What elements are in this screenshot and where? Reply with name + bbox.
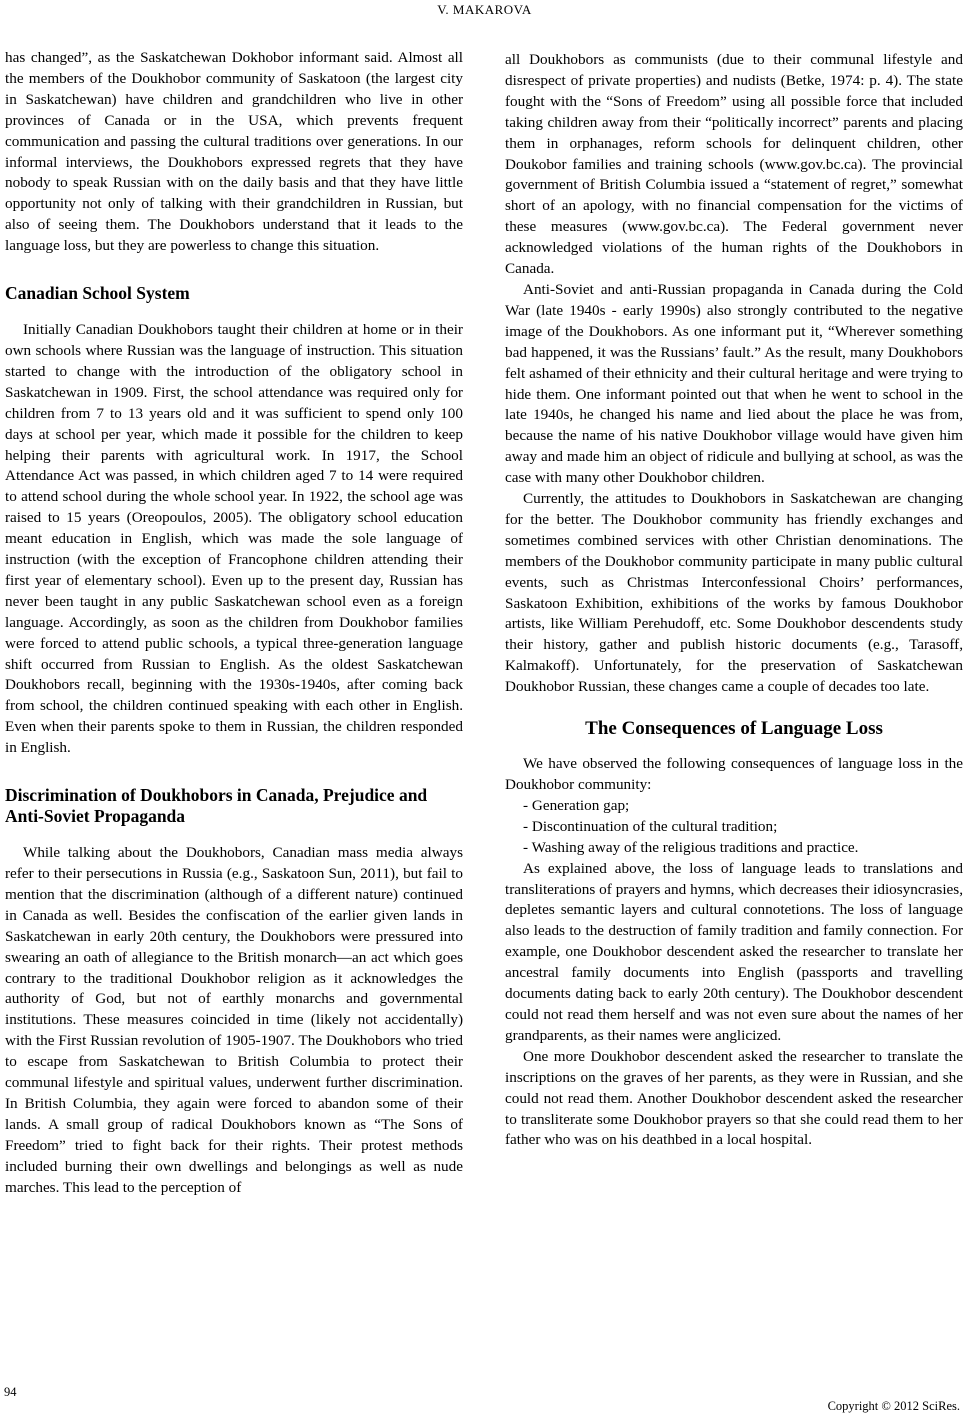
- section-heading: The Consequences of Language Loss: [585, 718, 883, 740]
- right-column: [505, 50, 963, 1151]
- page-number: 94: [4, 1385, 17, 1399]
- section-heading: Canadian School System: [5, 283, 190, 304]
- running-head: V. MAKAROVA: [437, 2, 532, 17]
- paragraph: has changed”, as the Saskatchewan Dokhobor informant said. Almost all the members of the Doukhobor community of Saskatoon (the largest city in Saskatchewan) have children and grandchildren who live in other provinces of Canada or in the USA, which prevents frequent communication and passing the cultural traditions over generations. In our informal interviews, the Doukhobors expressed regrets that they have nobody to speak Russian with on the daily basis and that they have little opportunity not only of talking with their grandchildren in Russian, but also of seeing them. The Doukhobors understand that it leads to the language loss, but they are powerless to change this situation.: [5, 49, 463, 255]
- paragraph: Initially Canadian Doukhobors taught their children at home or in their own schools where Russian was the language of instruction. This situation started to change with the introduction of the obligatory school in Saskatchewan in 1909. First, the school attendance was required only for children from 7 to 13 years old and it was sufficient to spend only 100 days at school per year, which made it possible for the children to keep helping their parents with agricultural work. In 1917, the School Attendance Act was passed, in which children aged 7 to 14 were required to attend school during the whole school year. In 1922, the school age was raised to 15 years (Oreopoulos, 2005). The obligatory school education meant education in English, which was made the sole language of instruction (with the exception of Francophone children attending their first year of elementary school). Even up to the present day, Russian has never been taught in any public Saskatchewan school even as a foreign language. Accordingly, as soon as the children from Doukhobor families were forced to attend public schools, a typical three-generation language shift occurred from Russian to English. As the oldest Saskatchewan Doukhobors recall, beginning with the 1930s-1940s, after coming back from school, the children continued speaking with each other in English. Even when their parents spoke to them in Russian, the children responded in English.: [5, 321, 463, 757]
- list-item: - Generation gap;: [523, 796, 630, 814]
- paragraph: We have observed the following consequences of language loss in the Doukhobor community:: [505, 755, 963, 793]
- paragraph: As explained above, the loss of language leads to translations and transliterations of prayers and hymns, which decreases their idiosyncrasies, depletes semantic layers and cultural connotetions. The loss of language also leads to the destruction of family tradition and family connection. For example, one Doukhobor descendent asked the researcher to translate her ancestral family documents into English (passports and travelling documents dating back to early 20th century). The Doukhobor descendent could not read them herself and was not even sure about the names of her grandparents, as their names were anglicized.: [505, 859, 963, 1044]
- left-column: [5, 48, 463, 1199]
- paragraph: One more Doukhobor descendent asked the researcher to translate the inscriptions on the graves of her parents, as they were in Russian, and she could not read them. Another Doukhobor descendent asked the researcher to transliterate some Doukhobor prayers so that she could read them to her father who was on his deathbed in a local hospital.: [505, 1047, 963, 1149]
- paragraph: Anti-Soviet and anti-Russian propaganda in Canada during the Cold War (late 1940s - early 1990s) also strongly contributed to the negative image of the Doukhobors. As one informant put it, “Wherever something bad happened, it was the Russians’ fault.” As the result, many Doukhobors felt ashamed of their ethnicity and their cultural heritage and were trying to hide them. One informant pointed out that when he went to school in the late 1940s, he changed his name and lied about the place he was from, because the name of his native Doukhobor village would have given him away and made him an object of ridicule and bullying at school, as was the case with many other Doukhobor children.: [505, 280, 963, 487]
- list-item: - Discontinuation of the cultural tradition;: [523, 817, 778, 835]
- copyright-notice: Copyright © 2012 SciRes.: [827, 1399, 960, 1413]
- paragraph: all Doukhobors as communists (due to their communal lifestyle and disrespect of private properties) and nudists (Betke, 1974: p. 4). The state fought with the “Sons of Freedom” using all possible force that included taking children away from their “politically incorrect” parents and placing them in orphanages, reform schools for delinquent children, other Doukobor families and training schools (www.gov.bc.ca). The provincial government of British Columbia issued a “statement of regret,” somewhat short of an apology, with no financial compensation for the victims of these measures (www.gov.bc.ca). The Federal government never acknowledged violations of the human rights of the Doukhobors in Canada.: [505, 51, 963, 278]
- list-item: - Washing away of the religious traditions and practice.: [523, 838, 859, 856]
- paragraph: Currently, the attitudes to Doukhobors in Saskatchewan are changing for the better. The Doukhobor community has friendly exchanges and sometimes combined services with other Christian denominations. The members of the Doukhobor community participate in many public cultural events, such as Christmas Interconfessional Choirs’ performances, Saskatoon Exhibition, exhibitions of the works by famous Doukhobor artists, like William Perehudoff, etc. Some Doukhobor descendents study their history, gather and publish historic documents (e.g., Tarasoff, Kalmakoff). Unfortunately, for the preservation of Saskatchewan Doukhobor Russian, these changes came a couple of decades too late.: [505, 490, 963, 696]
- paragraph: While talking about the Doukhobors, Canadian mass media always refer to their persecutions in Russia (e.g., Saskatoon Sun, 2011), but fail to mention that the discrimination (although of a different nature) continued in Canada as well. Besides the confiscation of the earlier given lands in Saskatchewan in early 20th century, the Doukhobors were pressured into swearing an oath of allegiance to the British monarch—an act which goes contrary to the traditional Doukhobor religion as it acknowledges the authority of God, but not of earthly monarchs and governmental institutions. These measures coincided in time (likely not accidentally) with the First Russian revolution of 1905-1907. The Doukhobors who tried to escape from Saskatchewan to British Columbia to protect their communal lifestyle and spiritual values, underwent further discrimination. In British Columbia, they again were forced to abandon some of their lands. A small group of radical Doukhobors known as “The Sons of Freedom” tried to fight back for their rights. Their protest methods included burning their own dwellings and belongings as well as nude marches. This lead to the perception of: [5, 844, 463, 1196]
- section-heading: Discrimination of Doukhobors in Canada, Prejudice and Anti-Soviet Propaganda: [5, 785, 428, 827]
